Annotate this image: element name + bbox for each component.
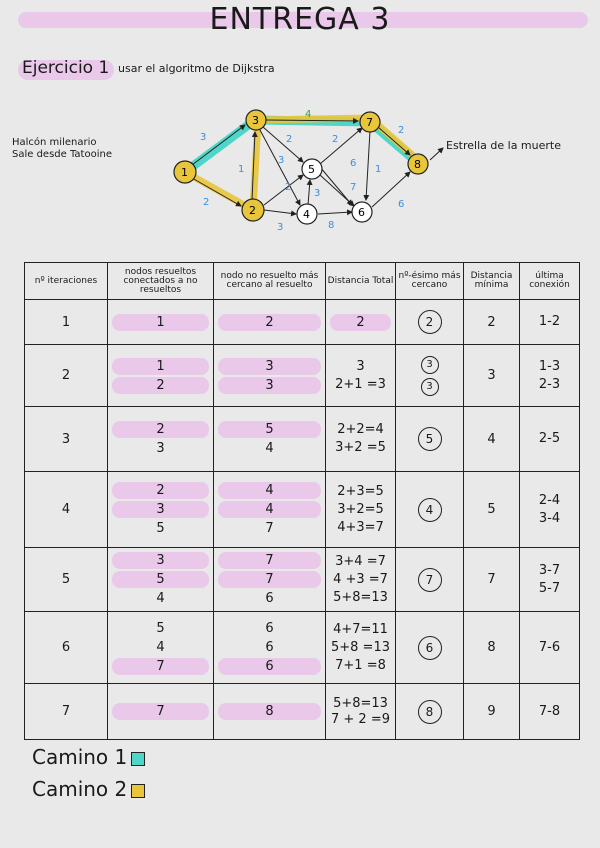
weight-3-4: 3: [278, 155, 285, 166]
node-7: [360, 112, 380, 132]
nearest-cell: 6 6 6: [214, 612, 326, 684]
nearest-cell: 3 3: [214, 345, 326, 407]
svg-text:8: 8: [414, 158, 421, 171]
header-iterations: nº iteraciones: [25, 263, 108, 300]
end-arrow: [430, 148, 443, 160]
last-cell: 2-5: [520, 407, 580, 472]
weight-5-7: 2: [332, 134, 339, 145]
svg-text:5: 5: [308, 163, 315, 176]
min-cell: 2: [464, 300, 520, 345]
weight-4-5b: 3: [314, 188, 321, 199]
min-cell: 3: [464, 345, 520, 407]
weight-2-3: 1: [238, 164, 245, 175]
iter-cell: 2: [25, 345, 108, 407]
table-header-row: [25, 263, 580, 300]
dijkstra-graph: [0, 0, 600, 250]
last-cell: 3-7 5-7: [520, 548, 580, 612]
svg-text:2: 2: [249, 204, 256, 217]
weight-1-2: 2: [203, 197, 210, 208]
dist-cell: 4+7=11 5+8 =13 7+1 =8: [326, 612, 396, 684]
nth-cell: 3 3: [396, 345, 464, 407]
weight-2-4: 3: [277, 222, 284, 233]
table-row: [25, 345, 580, 407]
svg-text:4: 4: [303, 208, 310, 221]
last-cell: 2-4 3-4: [520, 472, 580, 548]
nth-cell: 8: [396, 684, 464, 740]
dist-cell: 2: [326, 300, 396, 345]
weight-4-6: 8: [328, 220, 335, 231]
weight-3-5: 2: [286, 134, 293, 145]
legend-path-1-label: Camino 1: [32, 745, 128, 769]
min-cell: 7: [464, 548, 520, 612]
dist-cell: 3 2+1 =3: [326, 345, 396, 407]
min-cell: 4: [464, 407, 520, 472]
iter-cell: 1: [25, 300, 108, 345]
min-cell: 5: [464, 472, 520, 548]
node-5: [302, 159, 322, 179]
node-6: [352, 202, 372, 222]
min-cell: 8: [464, 612, 520, 684]
iterations-table: [24, 262, 580, 740]
nth-cell: 4: [396, 472, 464, 548]
iter-cell: 4: [25, 472, 108, 548]
node-3: [246, 110, 266, 130]
exercise-label: Ejercicio 1: [22, 58, 110, 78]
nearest-cell: 4 4 7: [214, 472, 326, 548]
weight-6-8: 6: [398, 199, 405, 210]
last-cell: 1-2: [520, 300, 580, 345]
header-resolved: nodos resueltos conectados a no resueltos: [108, 263, 214, 300]
last-cell: 7-6: [520, 612, 580, 684]
start-note-line-2: Sale desde Tatooine: [12, 149, 112, 160]
table-row: [25, 472, 580, 548]
nth-cell: 6: [396, 612, 464, 684]
last-cell: 1-3 2-3: [520, 345, 580, 407]
svg-text:7: 7: [366, 116, 373, 129]
iter-cell: 3: [25, 407, 108, 472]
legend-swatch-yellow: [131, 784, 145, 798]
node-1: [174, 161, 196, 183]
page-title: ENTREGA 3: [209, 2, 391, 37]
exercise-subtitle: usar el algoritmo de Dijkstra: [118, 62, 275, 75]
header-nth: nº-ésimo más cercano: [396, 263, 464, 300]
legend-path-2: [32, 777, 145, 801]
table-row: [25, 548, 580, 612]
dist-cell: 2+2=4 3+2 =5: [326, 407, 396, 472]
start-note-line-1: Halcón milenario: [12, 137, 97, 148]
nth-cell: 2: [396, 300, 464, 345]
resolved-cell: 1: [108, 300, 214, 345]
resolved-cell: 1 2: [108, 345, 214, 407]
resolved-cell: 2 3: [108, 407, 214, 472]
nth-cell: 5: [396, 407, 464, 472]
node-2: [242, 199, 264, 221]
svg-text:1: 1: [181, 166, 188, 179]
table-row: [25, 612, 580, 684]
header-last-connection: última conexión: [520, 263, 580, 300]
resolved-cell: 3 5 4: [108, 548, 214, 612]
iter-cell: 7: [25, 684, 108, 740]
iter-cell: 5: [25, 548, 108, 612]
table-row: [25, 300, 580, 345]
iter-cell: 6: [25, 612, 108, 684]
resolved-cell: 5 4 7: [108, 612, 214, 684]
header-min-distance: Distancia mínima: [464, 263, 520, 300]
min-cell: 9: [464, 684, 520, 740]
header-distance: Distancia Total: [326, 263, 396, 300]
dist-cell: 5+8=13 7 + 2 =9: [326, 684, 396, 740]
weight-4-5: 7: [350, 182, 357, 193]
table-row: [25, 407, 580, 472]
weight-5-6: 6: [350, 158, 357, 169]
nearest-cell: 2: [214, 300, 326, 345]
end-note: Estrella de la muerte: [446, 139, 561, 152]
table-row: [25, 684, 580, 740]
nearest-cell: 8: [214, 684, 326, 740]
legend-path-1: [32, 745, 145, 769]
weight-3-7: 4: [305, 109, 312, 120]
weight-2-5: 2: [285, 182, 292, 193]
weight-7-8: 2: [398, 125, 405, 136]
node-8: [408, 154, 428, 174]
svg-text:6: 6: [358, 206, 365, 219]
dist-cell: 3+4 =7 4 +3 =7 5+8=13: [326, 548, 396, 612]
weight-7-6: 1: [375, 164, 382, 175]
legend-path-2-label: Camino 2: [32, 777, 128, 801]
resolved-cell: 7: [108, 684, 214, 740]
resolved-cell: 2 3 5: [108, 472, 214, 548]
node-4: [297, 204, 317, 224]
legend-swatch-cyan: [131, 752, 145, 766]
dist-cell: 2+3=5 3+2=5 4+3=7: [326, 472, 396, 548]
nearest-cell: 5 4: [214, 407, 326, 472]
svg-text:3: 3: [252, 114, 259, 127]
weight-1-3: 3: [200, 132, 207, 143]
graph-nodes: [174, 110, 428, 224]
nearest-cell: 7 7 6: [214, 548, 326, 612]
last-cell: 7-8: [520, 684, 580, 740]
header-nearest: nodo no resuelto más cercano al resuelto: [214, 263, 326, 300]
nth-cell: 7: [396, 548, 464, 612]
